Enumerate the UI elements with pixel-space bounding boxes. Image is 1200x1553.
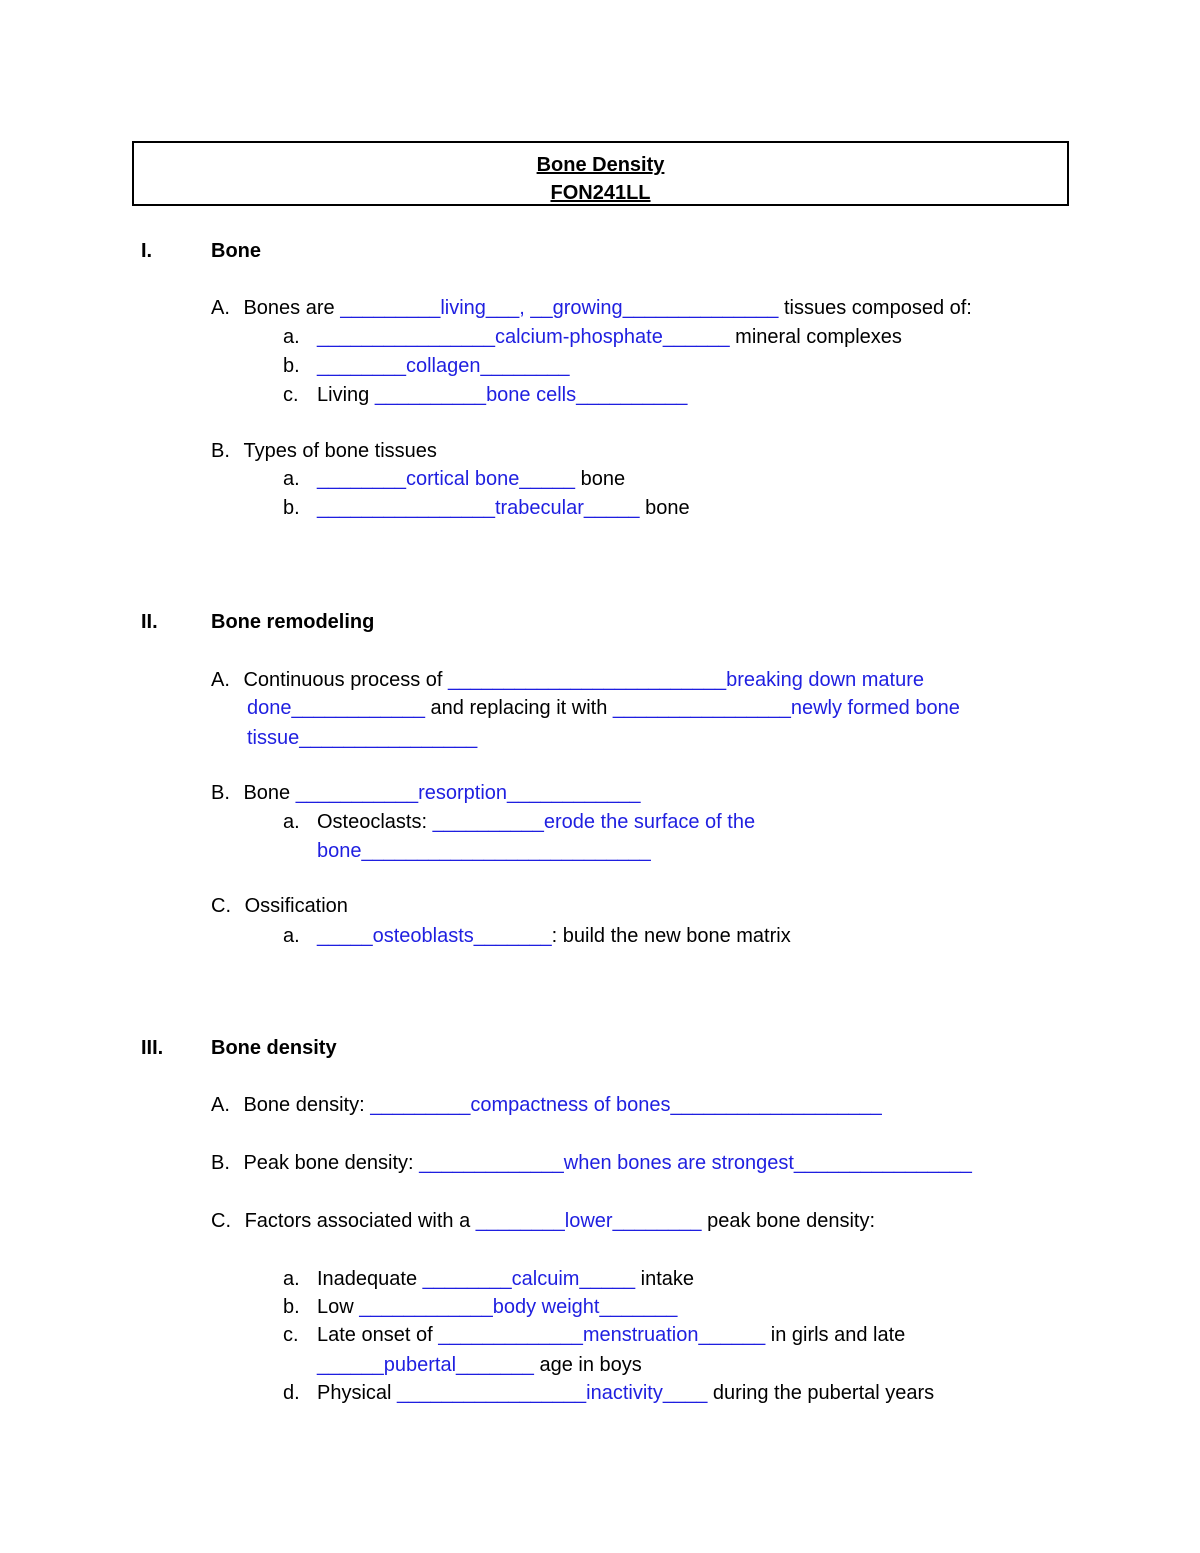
answer-blank: _____osteoblasts_______ (317, 925, 552, 947)
answer-blank: _________________inactivity____ (397, 1382, 708, 1404)
answer-blank: ________________trabecular_____ (317, 497, 640, 519)
answer-blank: _________________________breaking down mature (448, 669, 925, 691)
answer-blank: ______pubertal_______ (317, 1354, 534, 1376)
sub-item: b. ________________trabecular_____ bone (283, 497, 690, 519)
answer-blank: ________cortical bone_____ (317, 468, 576, 490)
sub-item: a. ________________calcium-phosphate______ mineral complexes (283, 326, 902, 348)
section-3-item-b: B. Peak bone density: _____________when bones are strongest________________ (211, 1152, 972, 1174)
sub-item: a. Inadequate ________calcuim_____ intake (283, 1268, 695, 1290)
document-title: Bone Density (536, 154, 665, 176)
section-2-item-c: C. Ossification (211, 895, 348, 917)
sub-item: c. Living __________bone cells__________ (283, 384, 688, 406)
section-3-numeral: III. (141, 1037, 164, 1059)
title-box (132, 141, 1069, 206)
sub-item: c. Late onset of _____________menstruation______ in girls and late (283, 1324, 906, 1346)
answer-blank: _____________menstruation______ (438, 1324, 766, 1346)
answer-blank: __growing______________ (530, 297, 779, 319)
sub-item: a. ________cortical bone_____ bone (283, 468, 626, 490)
answer-blank: ________calcuim_____ (422, 1268, 636, 1290)
answer-blank: _____________when bones are strongest________________ (419, 1152, 972, 1174)
section-2-heading: Bone remodeling (211, 611, 375, 633)
answer-blank: __________erode the surface of the (432, 811, 756, 833)
answer-blank: __________bone cells__________ (374, 384, 688, 406)
section-2-numeral: II. (141, 611, 158, 633)
answer-blank: ________lower________ (475, 1210, 702, 1232)
sub-item: b. ________collagen________ (283, 355, 570, 377)
section-3-heading: Bone density (211, 1037, 337, 1059)
section-1-numeral: I. (141, 240, 153, 262)
section-3-item-a: A. Bone density: _________compactness of bones___________________ (211, 1094, 882, 1116)
continuation-line: ______pubertal_______ age in boys (317, 1354, 642, 1376)
answer-blank: ___________resorption____________ (295, 782, 641, 804)
answer-blank: ________________calcium-phosphate______ (317, 326, 730, 348)
answer-blank: ________________newly formed bone (612, 697, 960, 719)
answer-blank: bone__________________________ (317, 840, 651, 862)
section-1-item-a: A. Bones are _________living___, __growing______________ tissues composed of: (211, 297, 972, 319)
sub-item: a. _____osteoblasts_______: build the new bone matrix (283, 925, 791, 947)
section-2-item-b: B. Bone ___________resorption____________ (211, 782, 641, 804)
section-1-heading: Bone (211, 240, 261, 262)
answer-blank: done____________ (247, 697, 425, 719)
continuation-line (247, 724, 477, 752)
answer-blank: ________collagen________ (317, 355, 570, 377)
course-code: FON241LL (550, 182, 651, 204)
section-1-item-b: B. Types of bone tissues (211, 440, 437, 462)
sub-item: d. Physical _________________inactivity____ during the pubertal years (283, 1382, 935, 1404)
answer-blank: _________compactness of bones___________________ (370, 1094, 882, 1116)
section-3-item-c: C. Factors associated with a ________lower________ peak bone density: (211, 1210, 876, 1232)
item-label: A. (211, 297, 230, 319)
continuation-line: done____________ and replacing it with ________________newly formed bone (247, 697, 960, 719)
answer-blank: ____________body weight_______ (359, 1296, 678, 1318)
answer-blank: _________living___ (340, 297, 520, 319)
sub-item: b. Low ____________body weight_______ (283, 1296, 678, 1318)
answer-blank: tissue________________ (247, 727, 478, 749)
sub-item: a. Osteoclasts: __________erode the surface of the (283, 811, 756, 833)
continuation-line (317, 837, 651, 865)
section-2-item-a: A. Continuous process of _________________________breaking down mature (211, 669, 925, 691)
